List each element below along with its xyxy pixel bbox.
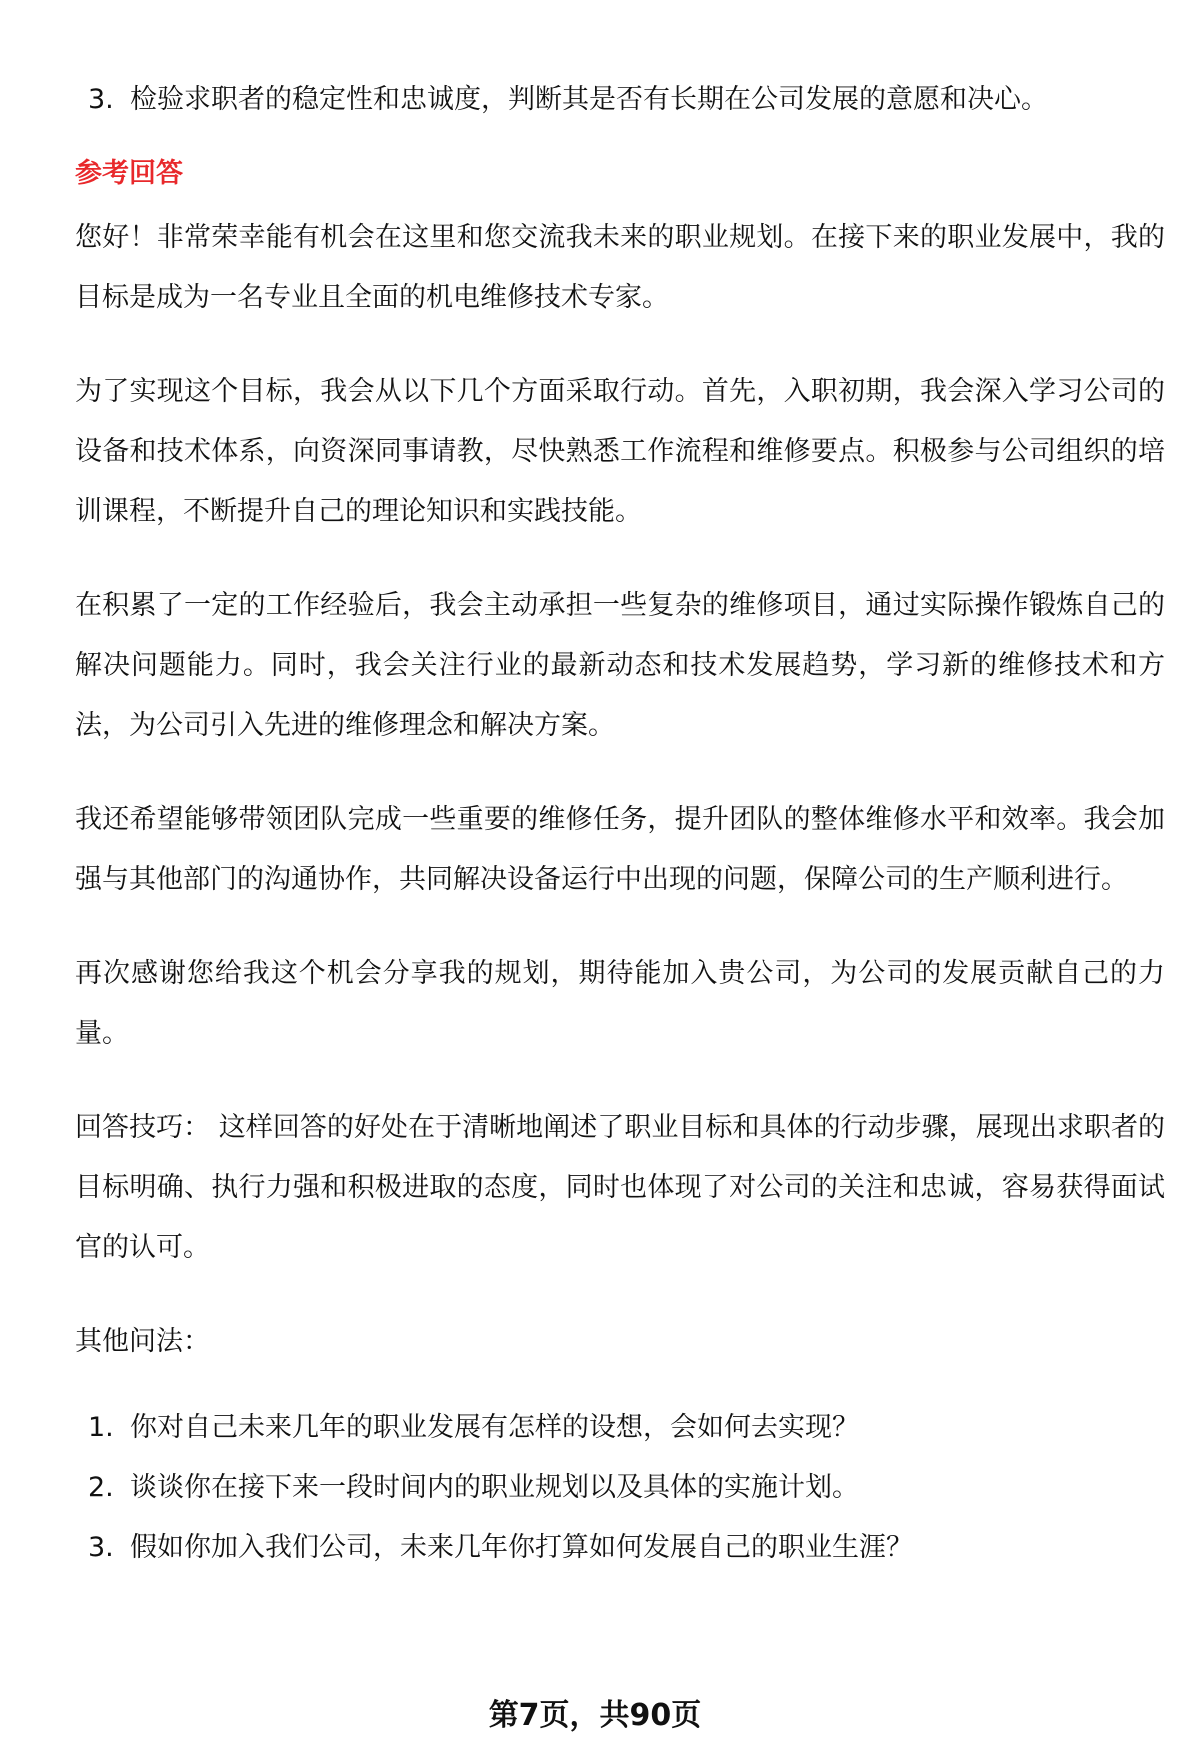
list-item bbox=[75, 1458, 1165, 1518]
list-item-text: 谈谈你在接下来一段时间内的职业规划以及具体的实施计划。 bbox=[130, 1472, 859, 1503]
list-item-text: 检验求职者的稳定性和忠诚度，判断其是否有长期在公司发展的意愿和决心。 bbox=[130, 84, 1048, 115]
list-item-number: 3. bbox=[88, 84, 114, 115]
intro-list bbox=[75, 70, 1165, 130]
list-item-number: 1. bbox=[88, 1412, 114, 1443]
list-item bbox=[75, 1518, 1165, 1578]
page-number-footer: 第7页，共90页 bbox=[488, 1698, 702, 1733]
page-content bbox=[75, 70, 1165, 1578]
paragraph: 我还希望能够带领团队完成一些重要的维修任务，提升团队的整体维修水平和效率。我会加强与其他部门的沟通协作，共同解决设备运行中出现的问题，保障公司的生产顺利进行。 bbox=[75, 804, 1165, 895]
list-item-number: 2. bbox=[88, 1472, 114, 1503]
paragraph: 在积累了一定的工作经验后，我会主动承担一些复杂的维修项目，通过实际操作锻炼自己的解决问题能力。同时，我会关注行业的最新动态和技术发展趋势，学习新的维修技术和方法，为公司引入先进的维修理念和解决方案。 bbox=[75, 590, 1165, 741]
answer-heading: 参考回答 bbox=[75, 158, 183, 189]
list-item-number: 3. bbox=[88, 1532, 114, 1563]
answer-tips-paragraph: 回答技巧： 这样回答的好处在于清晰地阐述了职业目标和具体的行动步骤，展现出求职者的目标明确、执行力强和积极进取的态度，同时也体现了对公司的关注和忠诚，容易获得面试官的认可。 bbox=[75, 1112, 1165, 1263]
paragraph: 再次感谢您给我这个机会分享我的规划，期待能加入贵公司，为公司的发展贡献自己的力量。 bbox=[75, 958, 1165, 1049]
other-questions-list bbox=[75, 1398, 1165, 1578]
list-item-text: 假如你加入我们公司，未来几年你打算如何发展自己的职业生涯？ bbox=[130, 1532, 913, 1563]
list-item-text: 你对自己未来几年的职业发展有怎样的设想，会如何去实现？ bbox=[130, 1412, 859, 1443]
list-item bbox=[75, 1398, 1165, 1458]
paragraph: 为了实现这个目标，我会从以下几个方面采取行动。首先，入职初期，我会深入学习公司的设备和技术体系，向资深同事请教，尽快熟悉工作流程和维修要点。积极参与公司组织的培训课程，不断提升自己的理论知识和实践技能。 bbox=[75, 376, 1165, 527]
paragraph: 您好！非常荣幸能有机会在这里和您交流我未来的职业规划。在接下来的职业发展中，我的目标是成为一名专业且全面的机电维修技术专家。 bbox=[75, 222, 1165, 313]
list-item bbox=[75, 70, 1165, 130]
other-questions-heading: 其他问法： bbox=[75, 1326, 210, 1357]
